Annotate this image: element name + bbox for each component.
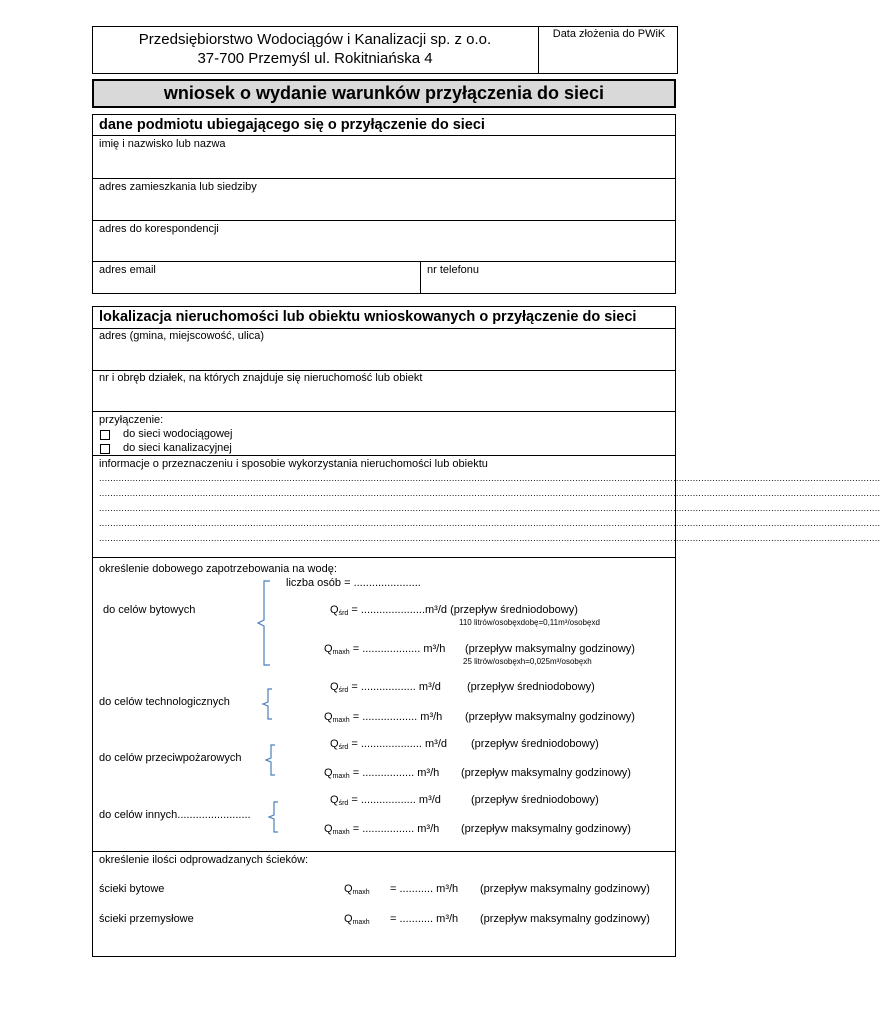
company-address: 37-700 Przemyśl ul. Rokitniańska 4: [197, 50, 433, 67]
tech-avg-flow[interactable]: $Q_{śrd}$ = .................. m³/d: [330, 681, 441, 694]
row-divider: [92, 851, 676, 852]
water-demand-label: określenie dobowego zapotrzebowania na wodę:: [99, 563, 337, 575]
water-network-checkbox[interactable]: [100, 430, 110, 440]
industrial-sewage-symbol: $Q_{maxh}$: [344, 913, 370, 926]
purpose-line-2[interactable]: .......................................................................................................................................................................................................................................................................................: [99, 488, 880, 498]
industrial-sewage-desc: (przepływ maksymalny godzinowy): [480, 913, 650, 925]
other-avg-flow[interactable]: $Q_{śrd}$ = .................. m³/d: [330, 794, 441, 807]
domestic-avg-note: 110 litrów/osobęxdobę=0,11m³/osobęxd: [459, 618, 600, 627]
fire-avg-flow[interactable]: $Q_{śrd}$ = .................... m³/d: [330, 738, 448, 751]
correspondence-address-field[interactable]: [93, 221, 675, 261]
email-field[interactable]: [93, 262, 419, 293]
phone-field[interactable]: [421, 262, 675, 293]
domestic-max-flow[interactable]: $Q_{maxh}$ = ................... m³/h: [324, 643, 446, 656]
location-section-title: lokalizacja nieruchomości lub obiektu wnioskowanych o przyłączenie do sieci: [99, 309, 637, 325]
domestic-sewage-label: ścieki bytowe: [99, 883, 165, 895]
other-max-flow[interactable]: $Q_{maxh}$ = ................. m³/h: [324, 823, 440, 836]
email-label: adres email: [99, 264, 156, 276]
applicant-section-title: dane podmiotu ubiegającego się o przyłączenie do sieci: [99, 117, 485, 133]
purpose-line-4[interactable]: .......................................................................................................................................................................................................................................................................................: [99, 518, 880, 528]
fire-max-flow[interactable]: $Q_{maxh}$ = ................. m³/h: [324, 767, 440, 780]
phone-label: nr telefonu: [427, 264, 479, 276]
other-avg-desc: (przepływ średniodobowy): [471, 794, 599, 806]
domestic-max-desc: (przepływ maksymalny godzinowy): [465, 643, 635, 655]
water-network-label: do sieci wodociągowej: [123, 428, 233, 440]
tech-avg-desc: (przepływ średniodobowy): [467, 681, 595, 693]
plots-label: nr i obręb działek, na których znajduje się nieruchomość lub obiekt: [99, 372, 423, 384]
plots-field[interactable]: [93, 371, 675, 411]
industrial-sewage-value[interactable]: = ........... m³/h: [390, 913, 459, 925]
domestic-max-note: 25 litrów/osobęxh=0,025m³/osobęxh: [463, 657, 592, 666]
domestic-avg-flow[interactable]: $Q_{śrd} = .....................m^3/d$ (przepływ średniodobowy): [330, 604, 578, 617]
domestic-sewage-symbol: $Q_{maxh}$: [344, 883, 370, 896]
row-divider: [92, 557, 676, 558]
sewage-label: określenie ilości odprowadzanych ścieków:: [99, 854, 309, 866]
domestic-sewage-value[interactable]: = ........... m³/h: [390, 883, 459, 895]
purpose-label: informacje o przeznaczeniu i sposobie wykorzystania nieruchomości lub obiektu: [99, 458, 488, 470]
purpose-line-1[interactable]: .......................................................................................................................................................................................................................................................................................: [99, 473, 880, 483]
other-purpose-label: do celów innych........................: [99, 809, 251, 821]
tech-brace: [262, 688, 274, 720]
submission-date-label: Data złożenia do PWiK: [552, 28, 666, 40]
domestic-purpose-label: do celów bytowych: [103, 604, 196, 616]
domestic-brace: [256, 580, 272, 666]
property-address-label: adres (gmina, miejscowość, ulica): [99, 330, 265, 342]
property-address-field[interactable]: [93, 329, 675, 370]
fire-avg-desc: (przepływ średniodobowy): [471, 738, 599, 750]
company-name: Przedsiębiorstwo Wodociągów i Kanalizacji sp. z o.o.: [138, 31, 492, 48]
form-title: wniosek o wydanie warunków przyłączenia do sieci: [163, 83, 605, 103]
name-field-label: imię i nazwisko lub nazwa: [99, 138, 226, 150]
purpose-line-5[interactable]: .......................................................................................................................................................................................................................................................................................: [99, 533, 880, 543]
header-divider: [538, 26, 539, 74]
row-divider: [92, 411, 676, 412]
residence-address-field[interactable]: [93, 179, 675, 220]
other-max-desc: (przepływ maksymalny godzinowy): [461, 823, 631, 835]
other-brace: [268, 801, 280, 833]
tech-purpose-label: do celów technologicznych: [99, 696, 230, 708]
domestic-sewage-desc: (przepływ maksymalny godzinowy): [480, 883, 650, 895]
tech-max-flow[interactable]: $Q_{maxh}$ = .................. m³/h: [324, 711, 443, 724]
correspondence-address-label: adres do korespondencji: [99, 223, 219, 235]
residence-address-label: adres zamieszkania lub siedziby: [99, 181, 257, 193]
row-divider: [92, 455, 676, 456]
name-field[interactable]: [93, 136, 675, 178]
sewer-network-checkbox[interactable]: [100, 444, 110, 454]
persons-count[interactable]: liczba osób = ......................: [286, 577, 421, 589]
purpose-line-3[interactable]: .......................................................................................................................................................................................................................................................................................: [99, 503, 880, 513]
fire-brace: [265, 744, 277, 776]
fire-max-desc: (przepływ maksymalny godzinowy): [461, 767, 631, 779]
fire-purpose-label: do celów przeciwpożarowych: [99, 752, 242, 764]
sewer-network-label: do sieci kanalizacyjnej: [123, 442, 232, 454]
connection-label: przyłączenie:: [99, 414, 164, 426]
tech-max-desc: (przepływ maksymalny godzinowy): [465, 711, 635, 723]
industrial-sewage-label: ścieki przemysłowe: [99, 913, 194, 925]
